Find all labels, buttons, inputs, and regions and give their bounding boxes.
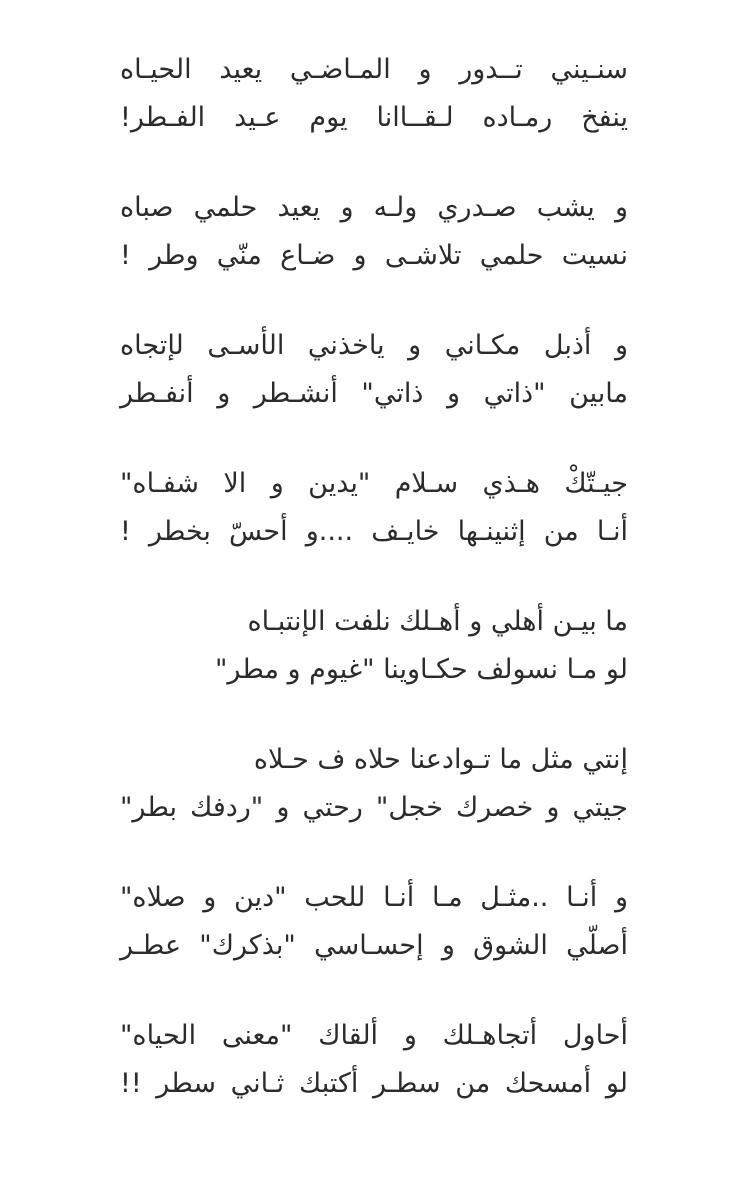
stanza-3 <box>120 322 628 418</box>
verse-line: ما بيـن أهلي و أهـلك نلفت الإنتبـاه <box>247 606 628 637</box>
verse-line: أصلّي الشوق و إحسـاسي "بذكرك" عطـر <box>120 930 628 961</box>
verse-line: أحاول أتجاهـلك و ألقاك "معنى الحياه" <box>120 1020 628 1051</box>
stanza-8 <box>120 1012 628 1108</box>
verse-line: و أذبل مكـاني و ياخذني الأسـى لإتجاه <box>120 330 628 361</box>
verse-line: أنـا من إثنينـها خايـف ....و أحسّ بخطر ! <box>120 516 628 547</box>
verse-line: سنـيني تــدور و المـاضـي يعيد الحيـاه <box>120 54 628 85</box>
stanza-6 <box>120 736 628 832</box>
stanza-5 <box>120 598 628 694</box>
stanza-2 <box>120 184 628 280</box>
verse-line: و يشب صـدري ولـه و يعيد حلمي صباه <box>120 192 628 223</box>
verse-line: جيتي و خصرك خجل" رحتي و "ردفك بطر" <box>120 792 628 823</box>
verse-line: لو أمسحك من سطـر أكتبك ثـاني سطر !! <box>120 1068 628 1099</box>
poem <box>120 46 628 1150</box>
verse-line: نسيت حلمي تلاشـى و ضـاع منّي وطر ! <box>120 240 628 271</box>
verse-line: لو مـا نسولف حكـاوينا "غيوم و مطر" <box>215 654 628 685</box>
stanza-1 <box>120 46 628 142</box>
verse-line: و أنـا ..مثـل مـا أنـا للحب "دين و صلاه" <box>120 882 628 913</box>
stanza-4 <box>120 460 628 556</box>
verse-line: مابين "ذاتي و ذاتي" أنشـطر و أنفـطر <box>120 378 628 409</box>
stanza-7 <box>120 874 628 970</box>
verse-line: إنتي مثل ما تـوادعنا حلاه ف حـلاه <box>253 744 628 775</box>
verse-line: جيـتّكْ هـذي سـلام "يدين و الا شفـاه" <box>120 468 628 499</box>
verse-line: ينفخ رمـاده لـقــاانا يوم عـيد الفـطر! <box>120 102 628 133</box>
